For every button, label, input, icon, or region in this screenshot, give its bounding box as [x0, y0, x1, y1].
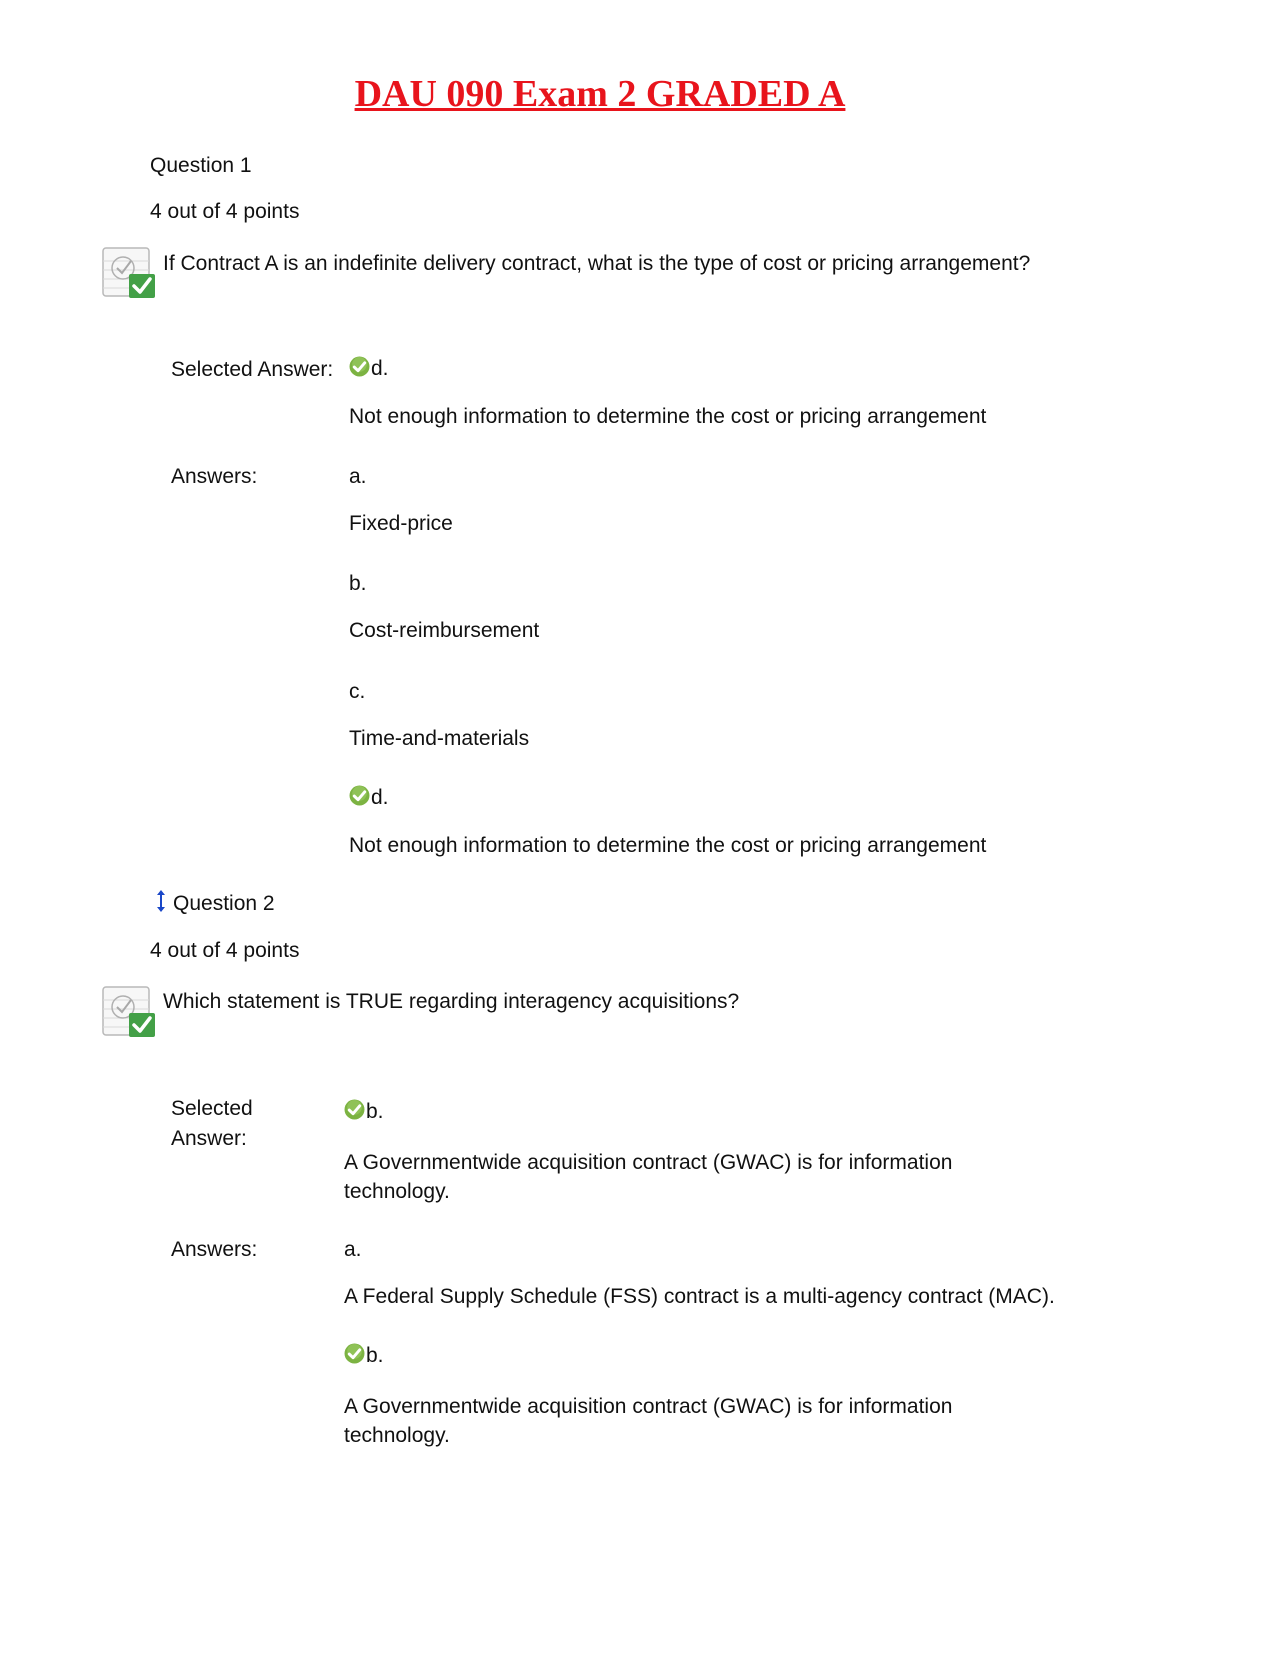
answer-option-correct: [349, 785, 389, 810]
selected-answer-label: Selected Answer:: [171, 358, 334, 381]
answer-option-text: Time-and-materials: [349, 727, 530, 750]
answer-option-text: A Governmentwide acquisition contract (GWAC) is for information technology.: [344, 1395, 953, 1447]
answer-option-letter: b.: [349, 572, 367, 595]
reorder-arrow-icon[interactable]: [155, 889, 167, 913]
answers-label: Answers:: [171, 465, 258, 488]
correct-check-icon: [344, 1099, 365, 1120]
answer-option-text: Cost-reimbursement: [349, 619, 540, 642]
option-letter: d.: [371, 786, 389, 809]
question-heading: Question 1: [150, 154, 252, 177]
answers-label: Answers:: [171, 1238, 258, 1261]
selected-answer-label: [171, 1094, 253, 1154]
selected-answer-text: A Governmentwide acquisition contract (GWAC) is for information technology.: [344, 1151, 953, 1203]
option-letter: b.: [366, 1100, 384, 1123]
answer-option-correct: [344, 1343, 384, 1368]
correct-check-icon: [349, 356, 370, 377]
answer-label-line: Answer:: [171, 1127, 247, 1150]
answer-option-text: A Federal Supply Schedule (FSS) contract is a multi-agency contract (MAC).: [344, 1285, 1055, 1308]
question-points: 4 out of 4 points: [150, 939, 300, 962]
answer-option-text: Not enough information to determine the cost or pricing arrangement: [349, 834, 987, 857]
selected-answer-option: [344, 1099, 384, 1124]
correct-check-icon: [349, 785, 370, 806]
question-prompt: If Contract A is an indefinite delivery contract, what is the type of cost or pricing arrangement?: [163, 252, 1031, 275]
answer-option-letter: a.: [349, 465, 367, 488]
document-title: DAU 090 Exam 2 GRADED A: [354, 73, 846, 115]
answer-option-text: Fixed-price: [349, 512, 453, 535]
question-points: 4 out of 4 points: [150, 200, 300, 223]
question-prompt: Which statement is TRUE regarding interagency acquisitions?: [163, 990, 740, 1013]
graded-correct-document-icon: [101, 985, 159, 1039]
option-letter: b.: [366, 1344, 384, 1367]
selected-answer-text: Not enough information to determine the cost or pricing arrangement: [349, 405, 987, 428]
correct-check-icon: [344, 1343, 365, 1364]
option-letter: d.: [371, 357, 389, 380]
answer-option-letter: a.: [344, 1238, 362, 1261]
selected-label-line: Selected: [171, 1097, 253, 1120]
selected-answer-option: [349, 356, 389, 381]
question-heading: Question 2: [173, 892, 275, 915]
graded-correct-document-icon: [101, 246, 159, 300]
answer-option-letter: c.: [349, 680, 366, 703]
